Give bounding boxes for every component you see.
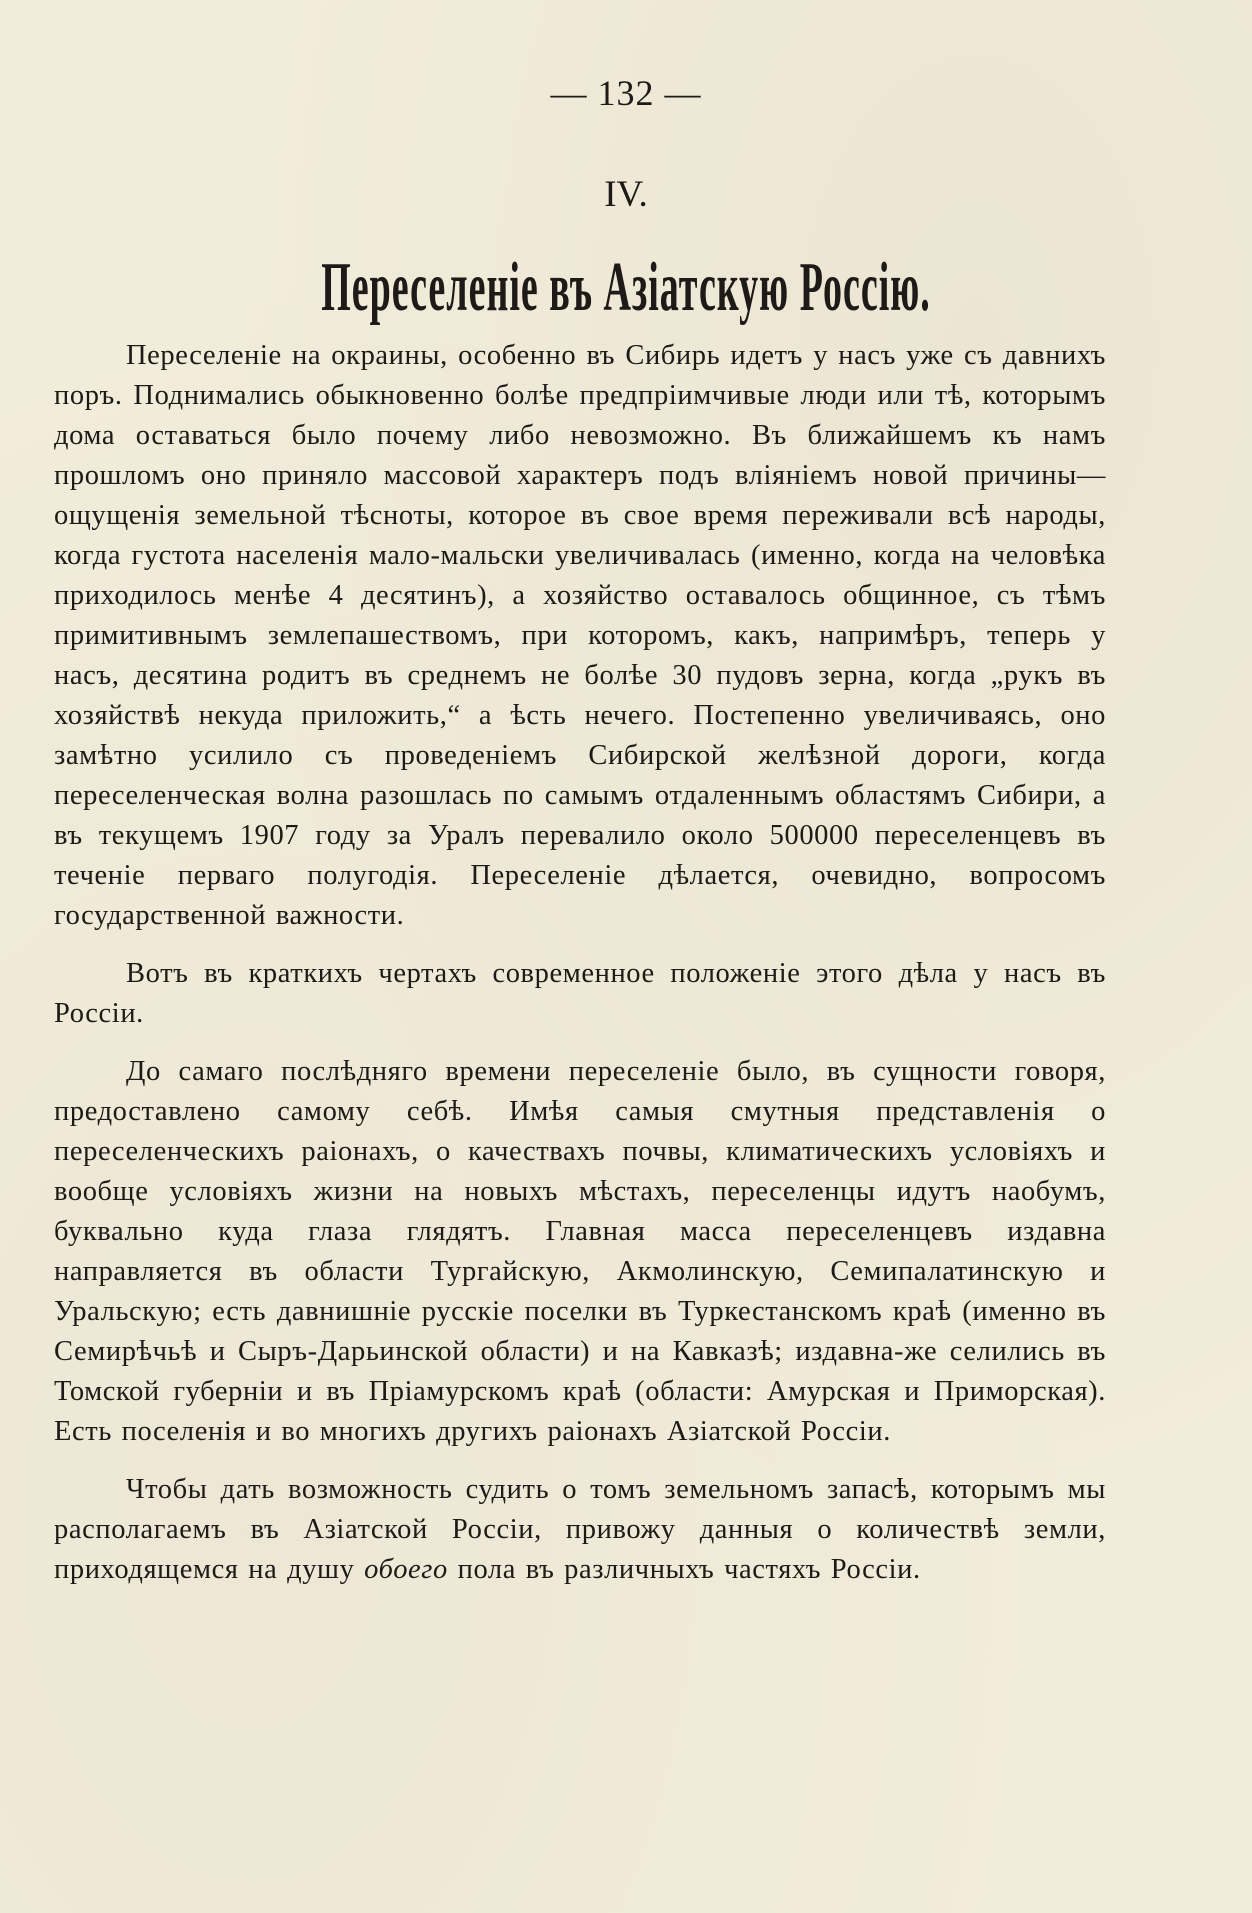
body-text [54, 336, 1106, 1590]
paragraph-4 [54, 1470, 1106, 1590]
paragraph-3: До самаго послѣдняго времени переселеніе было, въ сущности говоря, предоставлено самому себѣ. Имѣя самыя смутныя представленія о переселенческихъ раіонахъ, о качествахъ почвы, климатическихъ условіяхъ и вообще условіяхъ жизни на новыхъ мѣстахъ, переселенцы идутъ наобумъ, буквально куда глаза глядятъ. Главная масса переселенцевъ издавна направляется въ области Тургайскую, Акмолинскую, Семипалатинскую и Уральскую; есть давнишніе русскіе поселки въ Туркестанскомъ краѣ (именно въ Семирѣчьѣ и Сыръ-Дарьинской области) и на Кавказѣ; издавна-же селились въ Томской губерніи и въ Пріамурскомъ краѣ (области: Амурская и Приморская). Есть поселенія и во многихъ другихъ раіонахъ Азіатской Россіи. [54, 1056, 1106, 1447]
paragraph-4-text-before: Чтобы дать возможность судить о томъ земельномъ запасѣ, которымъ мы располагаемъ въ Азіатской Россіи, привожу данныя о количествѣ земли, приходящемся на душу [54, 1474, 1106, 1585]
paragraph-4-text-after: пола въ различныхъ частяхъ Россіи. [447, 1554, 921, 1585]
paragraph-4-emphasis: обоего [364, 1554, 448, 1585]
chapter-title: Переселеніе въ Азіатскую Россію. [321, 249, 931, 327]
paragraph-2: Вотъ въ краткихъ чертахъ современное положеніе этого дѣла у насъ въ Россіи. [54, 958, 1106, 1029]
section-number: IV. [604, 174, 648, 215]
page-number: — 132 — [550, 73, 702, 113]
paragraph-1: Переселеніе на окраины, особенно въ Сибирь идетъ у насъ уже съ давнихъ поръ. Поднимались обыкновенно болѣе предпріимчивые люди или тѣ, которымъ дома оставаться было почему либо невозможно. Въ ближайшемъ къ намъ прошломъ оно приняло массовой характеръ подъ вліяніемъ новой причины—ощущенія земельной тѣсноты, которое въ свое время переживали всѣ народы, когда густота населенія мало-мальски увеличивалась (именно, когда на человѣка приходилось менѣе 4 десятинъ), а хозяйство оставалось общинное, съ тѣмъ примитивнымъ землепашествомъ, при которомъ, какъ, напримѣръ, теперь у насъ, десятина родитъ въ среднемъ не болѣе 30 пудовъ зерна, когда „рукъ въ хозяйствѣ некуда приложить,“ а ѣсть нечего. Постепенно увеличиваясь, оно замѣтно усилило съ проведеніемъ Сибирской желѣзной дороги, когда переселенческая волна разошлась по самымъ отдаленнымъ областямъ Сибири, а въ текущемъ 1907 году за Уралъ перевалило около 500000 переселенцевъ въ теченіе перваго полугодія. Переселеніе дѣлается, очевидно, вопросомъ государственной важности. [54, 340, 1106, 931]
